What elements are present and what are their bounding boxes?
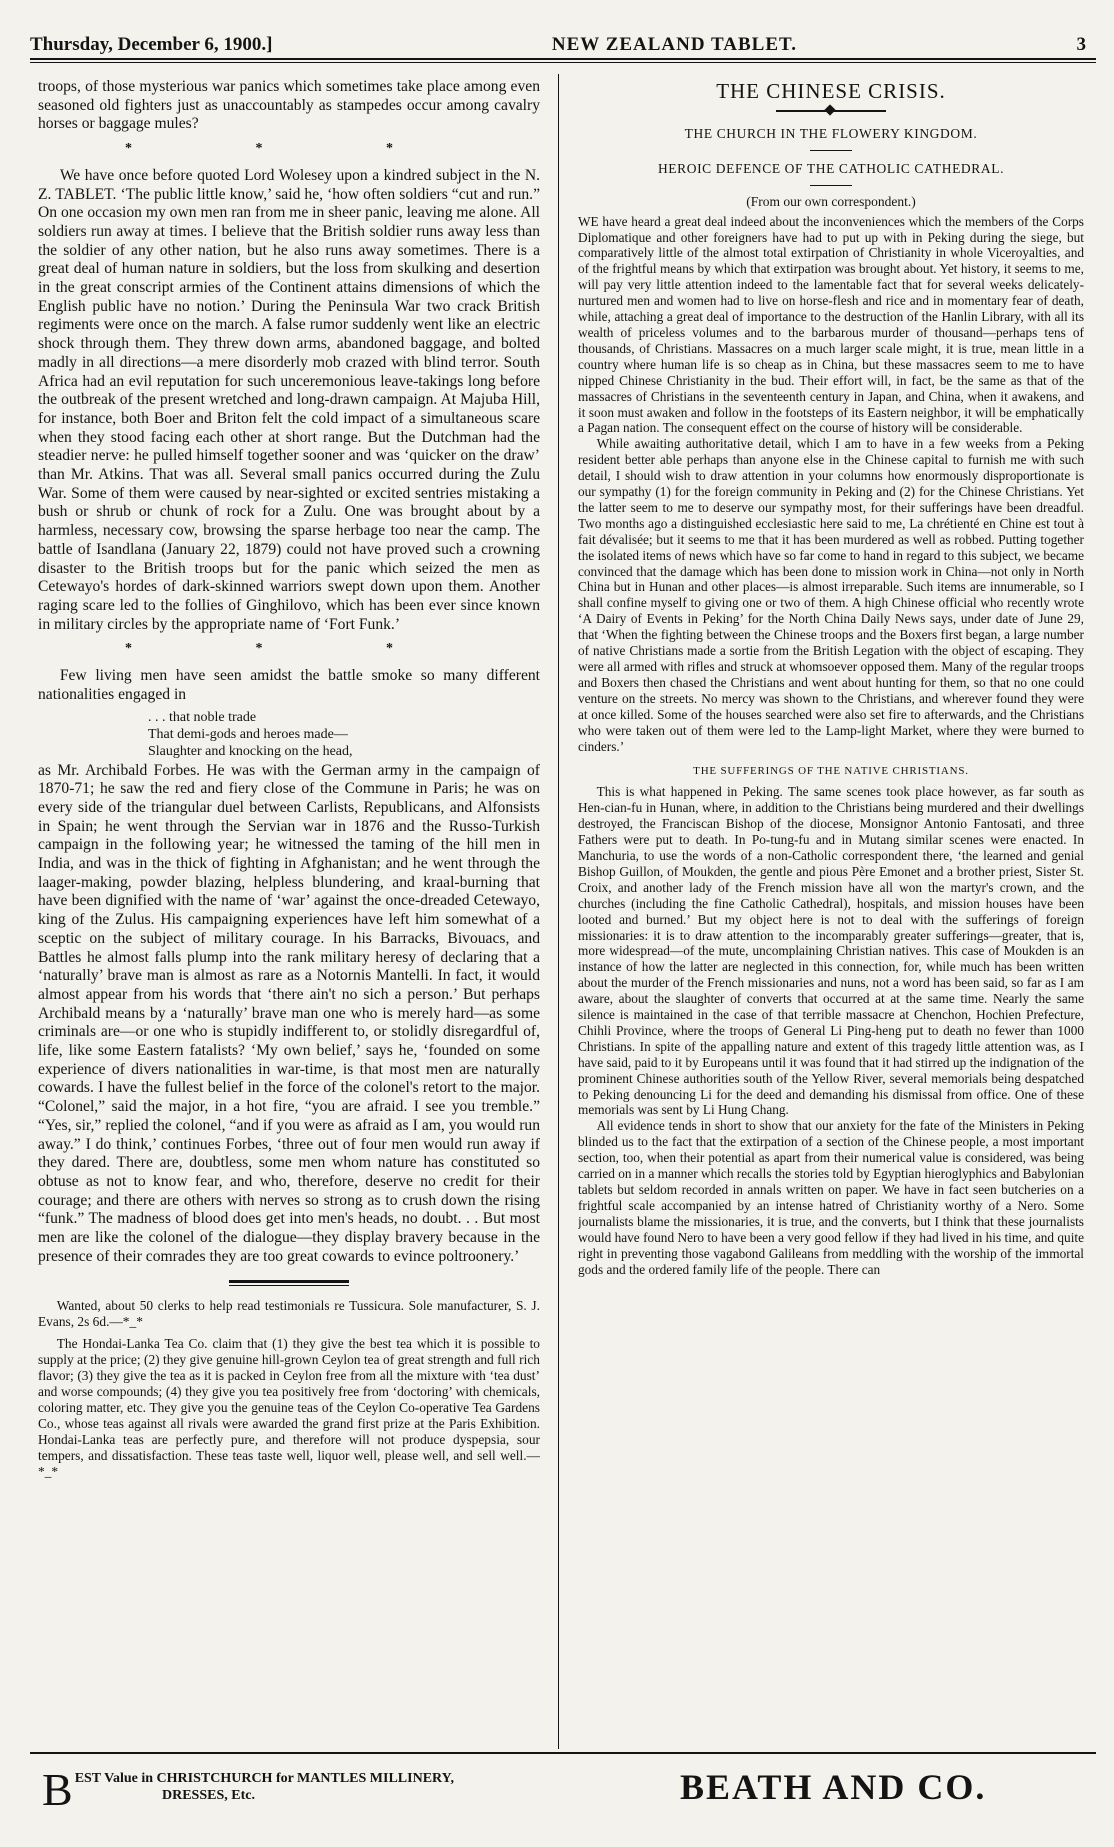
footer-drop-initial: B (42, 1764, 73, 1815)
right-paragraph-3: This is what happened in Peking. The same scenes took place however, as far south as Hen-cian-fu in Hunan, where, in addition to the Christians being murdered and their dwellings destroyed, the Franciscan Bishop of the diocese, Monsignor Antonio Fantosati, and three Fathers were put to death. In Po-tung-fu and in Mutang similar scenes were enacted. In Manchuria, to use the words of a non-Catholic correspondent there, ‘the learned and genial Bishop Guillon, of Moukden, the gentle and pious Père Emonet and a brother priest, Sister St. Croix, and another lady of the French mission have all won the martyr's crown, and the churches (including the fine Catholic Cathedral), hospitals, and mission houses have been looted and burned.’ But my object here is not to deal with the sufferings of foreign missionaries: it is to draw attention to the incomparably greater sufferings—greater, that is, more widespread—of the mute, uncomplaining Christian natives. This case of Moukden is an instance of how the latter are neglected in this connection, for, while much has been written about the murder of the French missionaries and nuns, not a word has been said, so far as I am aware, about the slaughter of converts that occurred at at the same time. Nearly the same silence is maintained in the case of that terrible massacre at Chenchon, Hochien Prefecture, Chihli Province, where the troops of General Li Ping-heng put to death no fewer than 1000 Christians. In spite of the appalling nature and extent of this tragedy little attention was, as I have said, paid to it by Europeans until it was found that it had stirred up the indignation of the prominent Chinese authorities south of the Yellow River, several memorials being despatched to Peking denouncing Li for the deed and demanding his dismissal from office. One of these memorials was sent by Li Hung Chang. (578, 784, 1084, 1118)
section-rule (229, 1280, 349, 1286)
masthead-date: Thursday, December 6, 1900.] (30, 34, 273, 55)
short-rule-1 (810, 150, 852, 151)
diamond-ornament (824, 104, 835, 115)
article-heading: THE CHINESE CRISIS. (716, 79, 946, 103)
footer-ad-brand: BEATH AND CO. (680, 1767, 987, 1807)
article-subheading-2: HEROIC DEFENCE OF THE CATHOLIC CATHEDRAL. (657, 160, 1005, 176)
notice-tussicura: Wanted, about 50 clerks to help read testimonials re Tussicura. Sole manufacturer, S. J. Evans, 2s 6d.—*_* (38, 1298, 540, 1330)
left-paragraph-3: Few living men have seen amidst the battle smoke so many different nationalities engaged in (38, 667, 540, 703)
left-paragraph-1: troops, of those mysterious war panics which sometimes take place among even seasoned old fighters just as unaccountably as stampedes occur among cavalry horses or baggage mules? (38, 78, 540, 133)
diamond-rule (776, 106, 886, 116)
notice-hondai-lanka-tea: The Hondai-Lanka Tea Co. claim that (1) they give the best tea which it is possible to supply at the price; (2) they give genuine hill-grown Ceylon tea of great strength and full rich flavor; (3) they give the tea as it is packed in Ceylon free from all the mixture with ‘tea dust’ and worse compounds; (4) they give you tea positively free from ‘doctoring’ with chemicals, coloring matter, etc. They give you the genuine teas of the Ceylon Co-operative Tea Gardens Co., whose teas against all rivals were awarded the grand first prize at the Paris Exhibition. Hondai-Lanka teas are perfectly pure, and therefore will not produce dyspepsia, sour tempers, and dissatisfaction. These teas taste well, liquor well, please well, and sell well.—*_* (38, 1336, 540, 1480)
verse-quote (148, 709, 540, 760)
page-number: 3 (1076, 34, 1086, 55)
masthead-title: NEW ZEALAND TABLET. (551, 34, 798, 55)
masthead-rule (30, 62, 1096, 63)
verse-line-3: Slaughter and knocking on the head, (148, 743, 353, 759)
right-paragraph-2: While awaiting authoritative detail, which I am to have in a few weeks from a Peking resident better able perhaps than anyone else in the Chinese capital to furnish me with such detail, I should wish to draw attention in your columns how enormously disproportionate is our sympathy (1) for the foreign community in Peking and (2) for the Chinese Christians. Yet the latter seem to me to deserve our sympathy most, for their sufferings have been dreadful. Two months ago a distinguished ecclesiastic here said to me, La chrétienté en Chine est tout à fait dévalisée; but it seems to me that it has been murdered as well as robbed. Putting together the isolated items of news which have so far come to hand in regard to this subject, we became convinced that the damage which has been done to mission work in China—not only in North China but in Hunan and other places—is almost irreparable. Such items are innumerable, so I shall confine myself to giving one or two of them. A high Chinese official who recently wrote ‘A Dairy of Events in Peking’ for the North China Daily News says, under date of June 29, that ‘When the fighting between the Chinese troops and the Boxers first began, a large number of native Christians made a sortie from the British Legation with the object of escaping. They were all armed with rifles and struck at whomsoever opposed them. Many of the regular troops and Boxers then chased the Christians and went about hunting for them, so that no one could venture on the streets. No mercy was shown to the Christians, and wherever found they were at once killed. Some of the houses searched were also set fire to afterwards, and the Christians who were taken out of them were led to the Lamp-light Market, where they were burned to cinders.’ (578, 436, 1084, 754)
short-rule-2 (810, 185, 852, 186)
column-divider (558, 74, 559, 1749)
verse-line-2: That demi-gods and heroes made— (148, 726, 348, 742)
left-paragraph-4: as Mr. Archibald Forbes. He was with the German army in the campaign of 1870-71; he saw the red and fiery close of the Commune in Paris; he was on every side of the triangular duel between Carlists, Republicans, and Alfonsists in Spain; he went through the Servian war in 1876 and the Russo-Turkish campaign in the following year; he witnessed the taming of the hill men in India, and was in the thick of fighting in Afghanistan; and he went through the laager-making, powder blazing, helpless blundering, and kraal-burning that have been dignified with the name of ‘war’ against the once-dreaded Cetewayo, king of the Zulus. His campaigning experiences have left him somewhat of a sceptic on the subject of military courage. In his Barracks, Bivouacs, and Battles he almost falls plump into the rank military heresy of declaring that a ‘naturally’ brave man is almost as rare as a Notornis Mantelli. In fact, it would almost appear from his words that ‘there ain't no sich a person.’ But perhaps Archibald means by a ‘naturally’ brave man one who is merely hard—as some criminals are—or one who is stupidly indifferent to, or stolidly disregardful of, life, like some Eastern fatalists? ‘My own belief,’ says he, ‘founded on some experience of divers nationalities in war-time, is that most men are naturally cowards. I have the fullest belief in the force of the colonel's retort to the major. “Colonel,” said the major, in a hot fire, “you are afraid. I see you tremble.” “Yes, sir,” replied the colonel, “and if you were as afraid as I am, you would run away.” I do think,’ continues Forbes, ‘three out of four men would run away if they dared. There are, doubtless, some men whom nature has constituted so obtuse as not to know fear, and who, therefore, deserve no credit for their courage; and there are others with nerves so strong as to crush down the rising “funk.” The madness of blood does get into men's heads, no doubt. . . But most men are like the colonel of the dialogue—they display bravery because in the presence of their comrades they are too great cowards to evince poltroonery.’ (38, 761, 540, 1265)
right-paragraph-4: All evidence tends in short to show that our anxiety for the fate of the Ministers in Peking blinded us to the fact that the extirpation of a section of the Chinese people, a most important section, too, when their potential as apart from their numerical value is considered, was being carried on in a manner which recalls the stories told by Egyptian hieroglyphics and Babylonian tablets but seldom recorded in annals written on paper. We have in fact seen butcheries on a frightful scale accompanied by an intense hatred of Christianity worthy of a Nero. Some journalists blame the missionaries, it is true, and the converts, but I think that these journalists would have found Nero to have been a very good fellow if they had lived in his time, and quite right in preventing those vagabond Galileans from meddling with the worship of the immortal gods and the ordered family life of the people. There can (578, 1118, 1084, 1277)
section-stars-2: * * * (125, 641, 453, 657)
left-column (38, 78, 540, 1480)
right-paragraph-1: WE have heard a great deal indeed about the inconveniences which the members of the Corps Diplomatique and other foreigners have had to put up with in Peking during the siege, but comparatively little of the almost total extirpation of Christianity in whole Viceroyalties, and of the frightful means by which that extirpation was brought about. Yet history, it seems to me, will pay very little attention indeed to the lamentable fact that for several weeks delicately-nurtured men and women had to live on horse-flesh and rice and in momentary fear of death, while, attaching a great deal of importance to the destruction of the Hanlin Library, with all its wealth of priceless volumes and to the barbarous murder of thousand—perhaps tens of thousands, of Christians. Massacres on a much larger scale might, it is true, mean little in a country where human life is so cheap as in China, but these massacres seem to me to have nipped Chinese Christianity in the bud. Their effort will, in fact, be the same as that of the massacres of Christians in the seventeenth century in Japan, and China, when it awakens, and it soon must awaken and follow in the footsteps of its Eastern neighbor, it will be emphatically a Pagan nation. The consequent effect on the course of history will be considerable. (578, 213, 1084, 436)
footer-ad-line-2: DRESSES, Etc. (162, 1788, 255, 1803)
masthead (30, 28, 1096, 60)
left-paragraph-2: We have once before quoted Lord Wolesey upon a kindred subject in the N. Z. TABLET. ‘The public little know,’ said he, ‘how often soldiers “cut and run.” On one occasion my own men ran from me in sheer panic, leaving me alone. All soldiers run away at times. I believe that the British soldier runs away less than the soldier of any other nation, but he also runs away sometimes. There is a great deal of human nature in soldiers, but the loss from skulking and desertion in the great conscript armies of the Continent attains dimensions of which the English public have no notion.’ During the Peninsula War two crack British regiments were once on the march. A false rumor suddenly went like an electric shock through them. They threw down arms, abandoned baggage, and bolted madly in all directions—a mere disorderly mob crazed with blind terror. South Africa had an evil reputation for such unceremonious leave-takings long before the outbreak of the present wretched and long-drawn campaign. At Majuba Hill, for instance, both Boer and Briton felt the cold impact of a simultaneous scare when they stood facing each other at short range. But the Dutchman had the steadier nerve: he pulled himself together sooner and was ‘quicker on the draw’ than Mr. Atkins. That was all. Several small panics occurred during the Zulu War. Some of them were caused by near-sighted or excited sentries mistaking a bush or shrub or chunk of rock for a Zulu. One was brought about by a harmless, necessary cow, browsing the sparse herbage too near the camp. The battle of Isandlana (January 22, 1879) could not have proved such a crowning disaster to the British troops but for the panic which seized the men as Cetewayo's hordes of dark-skinned warriors swept down upon them. Another raging scare led to the follies of Ginghilovo, which has been ever since known in military circles by the appropriate name of ‘Fort Funk.’ (38, 166, 540, 633)
right-column (578, 78, 1084, 1277)
newspaper-page (30, 14, 1096, 1834)
article-subheading-1: THE CHURCH IN THE FLOWERY KINGDOM. (684, 125, 978, 141)
correspondent-credit: (From our own correspondent.) (746, 193, 916, 209)
footer-advertisement (30, 1752, 1096, 1824)
footer-ad-line-1: EST Value in CHRISTCHURCH for MANTLES MILLINERY, (74, 1771, 454, 1786)
section-stars-1: * * * (125, 141, 453, 157)
article-subheading-3: THE SUFFERINGS OF THE NATIVE CHRISTIANS. (693, 765, 969, 778)
footer-ad-left (42, 1764, 602, 1815)
verse-line-1: . . . that noble trade (148, 709, 257, 725)
